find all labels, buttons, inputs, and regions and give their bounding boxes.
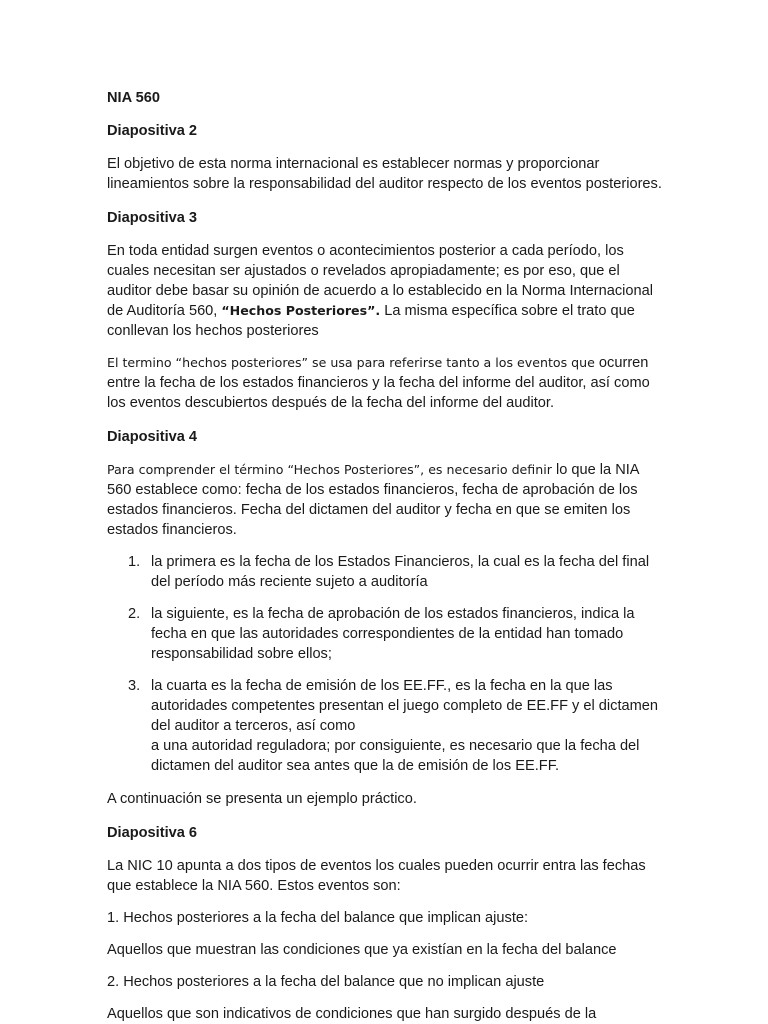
paragraph-comprender [107, 460, 667, 540]
list-item [107, 604, 667, 664]
list-item-text: la primera es la fecha de los Estados Financieros, la cual es la fecha del final del período más reciente sujeto a auditoría [151, 554, 650, 590]
list-item-number: 1. [128, 554, 141, 570]
list-item [107, 552, 667, 592]
paragraph-termino-rest: ocurren entre la fecha de los estados financieros y la fecha del informe del auditor, así como los eventos descubiertos después de la fecha del informe del auditor. [107, 355, 650, 411]
list-item-text: la siguiente, es la fecha de aprobación de los estados financieros, indica la fecha en que las autoridades correspondientes de la entidad han tomado responsabilidad sobre ellos; [151, 606, 635, 662]
paragraph-entidad [107, 241, 667, 341]
document-title: NIA 560 [107, 90, 160, 106]
paragraph-indicativos: Aquellos que son indicativos de condiciones que han surgido después de la [107, 1006, 597, 1022]
fechas-list [107, 552, 667, 776]
list-item [107, 676, 667, 776]
heading-diapositiva-6: Diapositiva 6 [107, 825, 198, 841]
list-item-number: 2. [128, 606, 141, 622]
paragraph-nic10: La NIC 10 apunta a dos tipos de eventos los cuales pueden ocurrir entra las fechas que establece la NIA 560. Estos eventos son: [107, 858, 646, 894]
paragraph-ejemplo: A continuación se presenta un ejemplo práctico. [107, 791, 417, 807]
heading-diapositiva-3: Diapositiva 3 [107, 210, 198, 226]
paragraph-ajuste: 1. Hechos posteriores a la fecha del balance que implican ajuste: [107, 910, 529, 926]
paragraph-entidad-text-b: La misma específica sobre el trato que conllevan los hechos posteriores [107, 303, 635, 339]
paragraph-comprender-lead: Para comprender el término “Hechos Posteriores”, es necesario definir [107, 462, 552, 477]
paragraph-no-ajuste: 2. Hechos posteriores a la fecha del balance que no implican ajuste [107, 974, 545, 990]
list-item-number: 3. [128, 678, 141, 694]
heading-diapositiva-2: Diapositiva 2 [107, 123, 198, 139]
document-body [107, 88, 667, 1024]
paragraph-condiciones: Aquellos que muestran las condiciones que ya existían en la fecha del balance [107, 942, 617, 958]
paragraph-comprender-rest: lo que la NIA 560 establece como: fecha de los estados financieros, fecha de aprobación de los estados financieros. Fecha del dictamen del auditor y fecha en que se emiten los estados financieros. [107, 462, 639, 538]
paragraph-termino [107, 353, 667, 413]
hechos-posteriores-bold: “Hechos Posteriores”. [221, 303, 381, 318]
paragraph-objetivo: El objetivo de esta norma internacional es establecer normas y proporcionar lineamientos sobre la responsabilidad del auditor respecto de los eventos posteriores. [107, 156, 662, 192]
list-item-text-b: a una autoridad reguladora; por consiguiente, es necesario que la fecha del dictamen del auditor sea antes que la de emisión de los EE.FF. [151, 738, 640, 774]
heading-diapositiva-4: Diapositiva 4 [107, 429, 198, 445]
paragraph-termino-lead: El termino “hechos posteriores” se usa para referirse tanto a los eventos que [107, 355, 595, 370]
list-item-text-a: la cuarta es la fecha de emisión de los EE.FF., es la fecha en la que las autoridades competentes presentan el juego completo de EE.FF y el dictamen del auditor a terceros, así como [151, 678, 659, 734]
paragraph-entidad-text-a: En toda entidad surgen eventos o acontecimientos posterior a cada período, los cuales necesitan ser ajustados o revelados apropiadamente; es por eso, que el auditor debe basar su opinión de acuerdo a lo establecido en la Norma Internacional de Auditoría 560, [107, 243, 654, 319]
